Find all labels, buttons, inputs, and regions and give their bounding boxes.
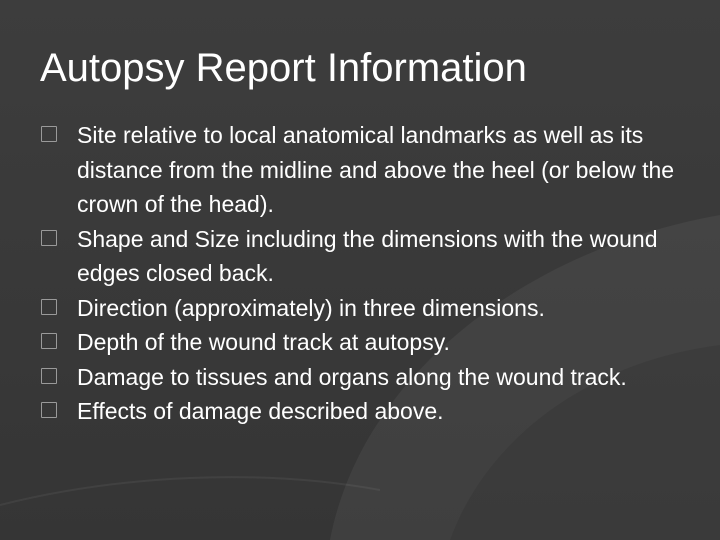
bullet-text: Direction (approximately) in three dimensions. [77,294,545,321]
square-bullet-icon [41,299,57,315]
square-bullet-icon [41,126,57,142]
bullet-list [40,118,680,429]
list-item [40,325,680,360]
bullet-text: Effects of damage described above. [77,398,444,424]
bullet-text: Site relative to local anatomical landmarks as well as its distance from the midline and above the heel (or below the crown of the head). [77,122,675,217]
square-bullet-icon [41,368,57,384]
square-bullet-icon [41,333,57,349]
list-item [40,222,680,291]
list-item [40,118,680,222]
list-item [40,394,680,429]
bullet-text: Damage to tissues and organs along the wound track. [77,363,627,390]
bullet-text: Shape and Size including the dimensions with the wound edges closed back. [77,225,658,286]
square-bullet-icon [41,230,57,246]
square-bullet-icon [41,402,57,418]
list-item [40,360,680,395]
list-item [40,291,680,326]
slide-title: Autopsy Report Information [40,46,527,90]
bullet-text: Depth of the wound track at autopsy. [77,329,450,355]
